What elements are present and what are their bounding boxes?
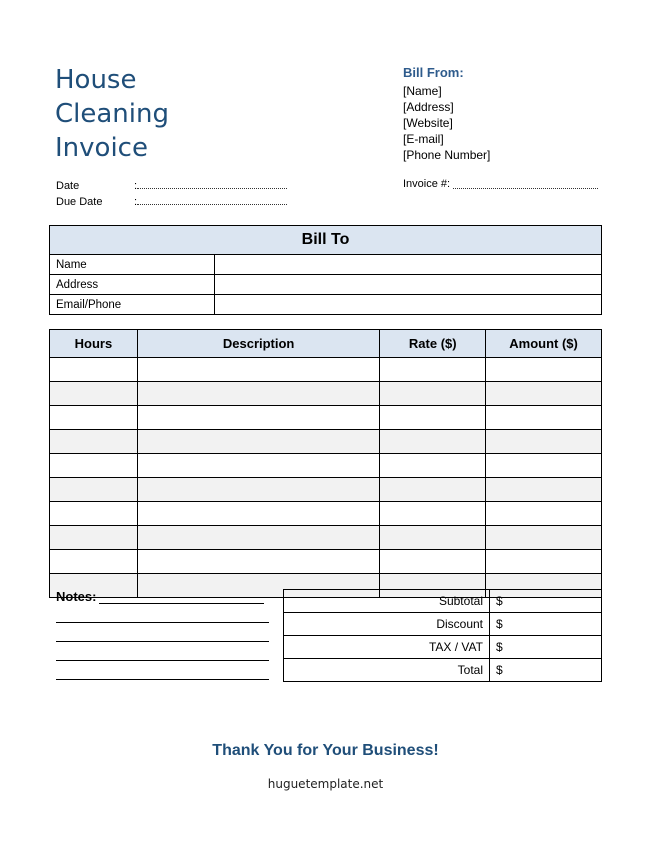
- bill-from-address[interactable]: [Address]: [403, 100, 454, 114]
- hours-cell[interactable]: [50, 358, 138, 382]
- amount-cell[interactable]: [486, 526, 602, 550]
- hours-cell[interactable]: [50, 502, 138, 526]
- hours-cell[interactable]: [50, 406, 138, 430]
- notes-line[interactable]: [56, 610, 269, 623]
- notes-line[interactable]: [56, 629, 269, 642]
- subtotal-label: Subtotal: [284, 590, 490, 613]
- amount-cell[interactable]: [486, 502, 602, 526]
- hours-cell[interactable]: [50, 550, 138, 574]
- invoice-title: [55, 63, 169, 165]
- hours-cell[interactable]: [50, 526, 138, 550]
- bill-from-heading: Bill From:: [403, 65, 464, 80]
- due-date-colon: :: [134, 196, 138, 208]
- description-header: Description: [137, 330, 380, 358]
- total-value[interactable]: $: [490, 659, 602, 682]
- hours-cell[interactable]: [50, 454, 138, 478]
- line-items-table: [49, 329, 602, 598]
- amount-cell[interactable]: [486, 454, 602, 478]
- bill-from-website[interactable]: [Website]: [403, 116, 453, 130]
- date-field[interactable]: [137, 178, 287, 189]
- line-item-row: [50, 526, 602, 550]
- bill-from-email[interactable]: [E-mail]: [403, 132, 444, 146]
- amount-cell[interactable]: [486, 406, 602, 430]
- rate-cell[interactable]: [380, 430, 486, 454]
- bill-to-name-label: Name: [50, 255, 215, 275]
- title-line: House: [55, 65, 137, 95]
- rate-cell[interactable]: [380, 550, 486, 574]
- website-footer[interactable]: huguetemplate.net: [267, 777, 384, 791]
- tax-label: TAX / VAT: [284, 636, 490, 659]
- bill-to-contact-label: Email/Phone: [50, 295, 215, 315]
- bill-from-name[interactable]: [Name]: [403, 84, 442, 98]
- line-item-row: [50, 358, 602, 382]
- description-cell[interactable]: [137, 502, 380, 526]
- hours-cell[interactable]: [50, 430, 138, 454]
- line-item-row: [50, 454, 602, 478]
- due-date-field[interactable]: [137, 194, 287, 205]
- amount-header: Amount ($): [486, 330, 602, 358]
- bill-from-block: [403, 65, 490, 163]
- bill-to-heading: Bill To: [50, 226, 602, 255]
- totals-table: [283, 589, 602, 682]
- bill-to-address-field[interactable]: [215, 275, 602, 295]
- dates-block: [56, 178, 287, 210]
- notes-block: [56, 588, 269, 680]
- line-item-row: [50, 430, 602, 454]
- bill-from-phone[interactable]: [Phone Number]: [403, 148, 491, 162]
- invoice-number-field[interactable]: [453, 178, 598, 189]
- notes-line[interactable]: [56, 667, 269, 680]
- description-cell[interactable]: [137, 550, 380, 574]
- description-cell[interactable]: [137, 526, 380, 550]
- rate-cell[interactable]: [380, 382, 486, 406]
- rate-cell[interactable]: [380, 358, 486, 382]
- rate-cell[interactable]: [380, 478, 486, 502]
- amount-cell[interactable]: [486, 358, 602, 382]
- description-cell[interactable]: [137, 382, 380, 406]
- discount-label: Discount: [284, 613, 490, 636]
- due-date-label: Due Date: [56, 196, 103, 208]
- notes-label: Notes:: [56, 589, 97, 604]
- title-line: Cleaning: [55, 99, 169, 129]
- description-cell[interactable]: [137, 454, 380, 478]
- line-item-row: [50, 406, 602, 430]
- rate-cell[interactable]: [380, 454, 486, 478]
- thank-you-message: Thank You for Your Business!: [212, 742, 439, 759]
- bill-to-name-field[interactable]: [215, 255, 602, 275]
- invoice-number-block: [403, 178, 598, 190]
- discount-value[interactable]: $: [490, 613, 602, 636]
- notes-line[interactable]: [56, 648, 269, 661]
- amount-cell[interactable]: [486, 478, 602, 502]
- description-cell[interactable]: [137, 358, 380, 382]
- bill-to-table: [49, 225, 602, 315]
- description-cell[interactable]: [137, 406, 380, 430]
- notes-line[interactable]: [99, 588, 264, 604]
- rate-cell[interactable]: [380, 526, 486, 550]
- line-item-row: [50, 382, 602, 406]
- rate-header: Rate ($): [380, 330, 486, 358]
- amount-cell[interactable]: [486, 430, 602, 454]
- description-cell[interactable]: [137, 478, 380, 502]
- hours-cell[interactable]: [50, 382, 138, 406]
- hours-cell[interactable]: [50, 478, 138, 502]
- subtotal-value[interactable]: $: [490, 590, 602, 613]
- rate-cell[interactable]: [380, 406, 486, 430]
- amount-cell[interactable]: [486, 382, 602, 406]
- line-item-row: [50, 502, 602, 526]
- date-label: Date: [56, 180, 80, 192]
- date-colon: :: [134, 180, 138, 192]
- amount-cell[interactable]: [486, 550, 602, 574]
- rate-cell[interactable]: [380, 502, 486, 526]
- total-label: Total: [284, 659, 490, 682]
- bill-to-contact-field[interactable]: [215, 295, 602, 315]
- invoice-number-label: Invoice #:: [403, 178, 451, 190]
- bill-to-address-label: Address: [50, 275, 215, 295]
- title-line: Invoice: [55, 133, 148, 163]
- hours-header: Hours: [50, 330, 138, 358]
- line-item-row: [50, 550, 602, 574]
- tax-value[interactable]: $: [490, 636, 602, 659]
- description-cell[interactable]: [137, 430, 380, 454]
- line-item-row: [50, 478, 602, 502]
